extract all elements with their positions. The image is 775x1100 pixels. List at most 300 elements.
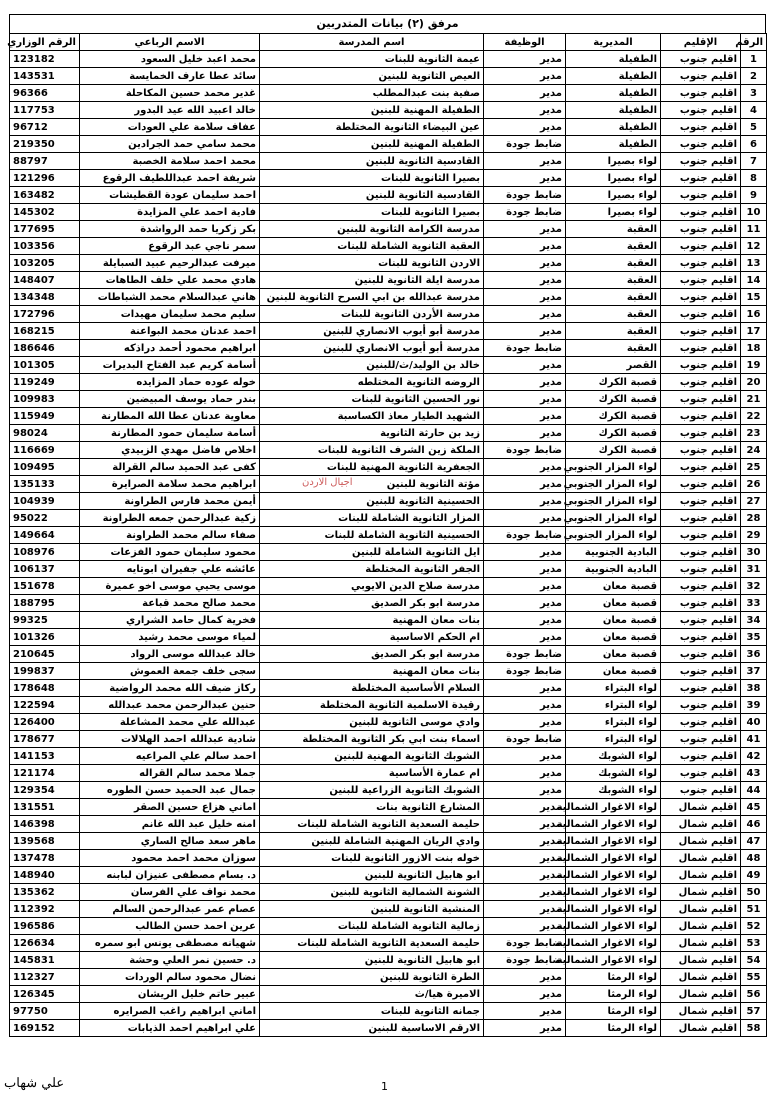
cell-ministry-no: 98024 (10, 425, 80, 442)
cell-directorate: لواء الاغوار الشمالية (566, 918, 661, 935)
cell-seq: 30 (741, 544, 767, 561)
cell-seq: 33 (741, 595, 767, 612)
cell-region: اقليم شمال (661, 867, 741, 884)
cell-region: اقليم جنوب (661, 136, 741, 153)
cell-school: مدرسة عبدالله بن ابي السرح الثانوية للبنين (260, 289, 484, 306)
cell-ministry-no: 97750 (10, 1003, 80, 1020)
cell-school: مدرسة الكرامة الثانوية للبنين (260, 221, 484, 238)
cell-seq: 37 (741, 663, 767, 680)
cell-seq: 58 (741, 1020, 767, 1037)
table-row (10, 459, 767, 476)
cell-job: مدير (484, 238, 566, 255)
table-row (10, 1020, 767, 1037)
cell-directorate: لواء المزار الجنوبي (566, 527, 661, 544)
table-row (10, 697, 767, 714)
cell-name: د. بسام مصطفى عنيزان لبابنه (80, 867, 260, 884)
cell-name: بندر حماد يوسف المبيضين (80, 391, 260, 408)
cell-region: اقليم جنوب (661, 119, 741, 136)
cell-directorate: قصبة الكرك (566, 442, 661, 459)
cell-seq: 38 (741, 680, 767, 697)
cell-name: حنين عبدالرحمن محمد عبدالله (80, 697, 260, 714)
cell-seq: 45 (741, 799, 767, 816)
cell-seq: 27 (741, 493, 767, 510)
page-number: 1 (381, 1080, 388, 1093)
cell-directorate: العقبة (566, 306, 661, 323)
cell-job: مدير (484, 153, 566, 170)
cell-name: اماني هزاع حسين الصقر (80, 799, 260, 816)
cell-region: اقليم جنوب (661, 391, 741, 408)
cell-seq: 21 (741, 391, 767, 408)
cell-school: بنات معان المهنية (260, 663, 484, 680)
cell-directorate: لواء الرمثا (566, 1020, 661, 1037)
cell-school: مدرسة ايلة الثانوية للبنين (260, 272, 484, 289)
cell-ministry-no: 103356 (10, 238, 80, 255)
cell-directorate: قصبة معان (566, 663, 661, 680)
cell-region: اقليم جنوب (661, 357, 741, 374)
cell-directorate: لواء الاغوار الشمالية (566, 884, 661, 901)
cell-region: اقليم جنوب (661, 714, 741, 731)
cell-job: مدير (484, 629, 566, 646)
table-row (10, 323, 767, 340)
cell-directorate: لواء الاغوار الشمالية (566, 935, 661, 952)
cell-ministry-no: 116669 (10, 442, 80, 459)
cell-job: مدير (484, 272, 566, 289)
cell-job: مدير (484, 425, 566, 442)
cell-ministry-no: 178648 (10, 680, 80, 697)
cell-region: اقليم جنوب (661, 153, 741, 170)
cell-directorate: لواء المزار الجنوبي (566, 476, 661, 493)
cell-region: اقليم شمال (661, 833, 741, 850)
cell-ministry-no: 169152 (10, 1020, 80, 1037)
cell-name: خالد عبدالله موسى الرواد (80, 646, 260, 663)
cell-job: مدير (484, 391, 566, 408)
cell-region: اقليم شمال (661, 952, 741, 969)
cell-seq: 49 (741, 867, 767, 884)
cell-name: محمد احمد سلامة الخصبة (80, 153, 260, 170)
table-row (10, 102, 767, 119)
cell-seq: 8 (741, 170, 767, 187)
cell-region: اقليم شمال (661, 901, 741, 918)
cell-school: ابو هابيل الثانوية للبنين (260, 867, 484, 884)
cell-seq: 26 (741, 476, 767, 493)
cell-region: اقليم شمال (661, 799, 741, 816)
cell-directorate: لواء الرمثا (566, 969, 661, 986)
cell-name: سمر ناجي عبد الرقوع (80, 238, 260, 255)
cell-name: عبدالله علي محمد المشاعلة (80, 714, 260, 731)
cell-seq: 1 (741, 51, 767, 68)
cell-name: محمد نواف علي الفرسان (80, 884, 260, 901)
table-row (10, 986, 767, 1003)
cell-school: حليمة السعدية الثانوية الشاملة للبنات (260, 816, 484, 833)
cell-directorate: قصبة الكرك (566, 391, 661, 408)
cell-school: مؤتة الثانوية للبنين (260, 476, 484, 493)
cell-seq: 14 (741, 272, 767, 289)
cell-region: اقليم جنوب (661, 629, 741, 646)
cell-school: حليمة السعدية الثانوية الشاملة للبنات (260, 935, 484, 952)
cell-job: مدير (484, 459, 566, 476)
header-region: الإقليم (661, 34, 741, 51)
cell-school: نور الحسين الثانوية للبنات (260, 391, 484, 408)
cell-region: اقليم جنوب (661, 748, 741, 765)
table-row (10, 646, 767, 663)
cell-seq: 53 (741, 935, 767, 952)
cell-directorate: لواء المزار الجنوبي (566, 459, 661, 476)
cell-school: وادي الريان المهنية الشاملة للبنين (260, 833, 484, 850)
cell-name: علي ابراهيم احمد الذيابات (80, 1020, 260, 1037)
cell-job: مدير (484, 51, 566, 68)
cell-name: ابراهيم محمد سلامة الصرايرة (80, 476, 260, 493)
header-name: الاسم الرباعي (80, 34, 260, 51)
cell-job: مدير (484, 102, 566, 119)
cell-directorate: العقبة (566, 289, 661, 306)
cell-name: اخلاص فاضل مهدي الزبيدي (80, 442, 260, 459)
cell-directorate: الطفيلة (566, 51, 661, 68)
cell-directorate: لواء الاغوار الشمالية (566, 799, 661, 816)
cell-job: مدير (484, 255, 566, 272)
table-row (10, 935, 767, 952)
table-row (10, 136, 767, 153)
cell-region: اقليم شمال (661, 918, 741, 935)
header-school: اسم المدرسة (260, 34, 484, 51)
cell-seq: 5 (741, 119, 767, 136)
cell-region: اقليم جنوب (661, 697, 741, 714)
cell-directorate: الطفيلة (566, 119, 661, 136)
cell-job: مدير (484, 697, 566, 714)
cell-job: مدير (484, 510, 566, 527)
table-row (10, 340, 767, 357)
cell-school: الحسينية الثانوية للبنين (260, 493, 484, 510)
cell-name: عفاف سلامة علي العودات (80, 119, 260, 136)
cell-job: ضابط جودة (484, 935, 566, 952)
cell-name: احمد سليمان عودة القطيشات (80, 187, 260, 204)
cell-seq: 18 (741, 340, 767, 357)
cell-name: محمد اعبد خليل السعود (80, 51, 260, 68)
cell-seq: 50 (741, 884, 767, 901)
cell-name: امنه خليل عبد الله غانم (80, 816, 260, 833)
cell-ministry-no: 109495 (10, 459, 80, 476)
cell-name: هاني عبدالسلام محمد الشباطات (80, 289, 260, 306)
cell-name: عبير حاتم خليل الريشان (80, 986, 260, 1003)
cell-ministry-no: 119249 (10, 374, 80, 391)
cell-region: اقليم جنوب (661, 85, 741, 102)
cell-job: مدير (484, 578, 566, 595)
table-row (10, 884, 767, 901)
table-row (10, 442, 767, 459)
cell-directorate: العقبة (566, 255, 661, 272)
table-row (10, 561, 767, 578)
cell-job: مدير (484, 306, 566, 323)
cell-ministry-no: 178677 (10, 731, 80, 748)
cell-seq: 6 (741, 136, 767, 153)
cell-ministry-no: 141153 (10, 748, 80, 765)
trainees-sheet (9, 14, 766, 1037)
cell-directorate: لواء المزار الجنوبي (566, 510, 661, 527)
table-row (10, 408, 767, 425)
cell-job: مدير (484, 374, 566, 391)
cell-job: مدير (484, 323, 566, 340)
cell-region: اقليم جنوب (661, 476, 741, 493)
cell-job: ضابط جودة (484, 527, 566, 544)
cell-ministry-no: 131551 (10, 799, 80, 816)
cell-region: اقليم جنوب (661, 442, 741, 459)
cell-region: اقليم شمال (661, 935, 741, 952)
cell-ministry-no: 172796 (10, 306, 80, 323)
cell-job: مدير (484, 1003, 566, 1020)
cell-seq: 3 (741, 85, 767, 102)
cell-ministry-no: 104939 (10, 493, 80, 510)
cell-seq: 36 (741, 646, 767, 663)
cell-job: مدير (484, 748, 566, 765)
cell-seq: 44 (741, 782, 767, 799)
cell-school: المشارع الثانوية بنات (260, 799, 484, 816)
cell-job: مدير (484, 969, 566, 986)
cell-school: القادسية الثانوية للبنين (260, 187, 484, 204)
cell-seq: 7 (741, 153, 767, 170)
cell-job: مدير (484, 476, 566, 493)
cell-job: مدير (484, 901, 566, 918)
cell-directorate: لواء البتراء (566, 714, 661, 731)
cell-school: بصيرا الثانوية للبنات (260, 170, 484, 187)
cell-school: الجفر الثانوية المختلطة (260, 561, 484, 578)
cell-ministry-no: 149664 (10, 527, 80, 544)
cell-job: ضابط جودة (484, 340, 566, 357)
cell-name: محمد سامي حمد الجرادين (80, 136, 260, 153)
cell-directorate: قصبة الكرك (566, 425, 661, 442)
cell-name: أسامة سليمان حمود المطارنة (80, 425, 260, 442)
cell-seq: 32 (741, 578, 767, 595)
cell-directorate: لواء الرمثا (566, 986, 661, 1003)
table-row (10, 544, 767, 561)
cell-seq: 57 (741, 1003, 767, 1020)
table-row (10, 816, 767, 833)
cell-directorate: الطفيلة (566, 68, 661, 85)
cell-directorate: لواء الرمثا (566, 1003, 661, 1020)
stamp-mark: اجيال الاردن (302, 477, 353, 488)
cell-job: ضابط جودة (484, 646, 566, 663)
cell-job: مدير (484, 986, 566, 1003)
cell-name: احمد سالم علي المراعيه (80, 748, 260, 765)
cell-region: اقليم جنوب (661, 425, 741, 442)
cell-seq: 31 (741, 561, 767, 578)
cell-ministry-no: 99325 (10, 612, 80, 629)
cell-name: ابراهيم محمود أحمد دراذكه (80, 340, 260, 357)
cell-directorate: لواء المزار الجنوبي (566, 493, 661, 510)
cell-name: صفاء سالم محمد الطراونة (80, 527, 260, 544)
cell-directorate: البادية الجنوبية (566, 561, 661, 578)
cell-directorate: لواء البتراء (566, 697, 661, 714)
cell-school: خالد بن الوليد/ث/للبنين (260, 357, 484, 374)
cell-seq: 51 (741, 901, 767, 918)
table-row (10, 204, 767, 221)
cell-school: الشهيد الطيار معاذ الكساسبة (260, 408, 484, 425)
signature: علي شهاب (4, 1076, 65, 1091)
cell-ministry-no: 126345 (10, 986, 80, 1003)
cell-seq: 56 (741, 986, 767, 1003)
cell-directorate: قصبة معان (566, 646, 661, 663)
cell-job: مدير (484, 714, 566, 731)
table-row (10, 425, 767, 442)
cell-job: مدير (484, 357, 566, 374)
table-row (10, 1003, 767, 1020)
cell-job: مدير (484, 765, 566, 782)
cell-name: بكر زكريا حمد الرواشدة (80, 221, 260, 238)
table-row (10, 578, 767, 595)
cell-region: اقليم جنوب (661, 255, 741, 272)
table-row (10, 765, 767, 782)
cell-job: مدير (484, 595, 566, 612)
cell-job: مدير (484, 544, 566, 561)
cell-name: معاوية عدنان عطا الله المطارنة (80, 408, 260, 425)
cell-directorate: لواء الاغوار الشمالية (566, 901, 661, 918)
cell-school: اسماء بنت ابي بكر الثانوية المختلطة (260, 731, 484, 748)
cell-region: اقليم جنوب (661, 68, 741, 85)
cell-directorate: لواء الاغوار الشمالية (566, 867, 661, 884)
cell-region: اقليم جنوب (661, 272, 741, 289)
cell-ministry-no: 219350 (10, 136, 80, 153)
table-row (10, 221, 767, 238)
cell-name: ميرفت عبدالرحيم عبيد السبايلة (80, 255, 260, 272)
cell-ministry-no: 135133 (10, 476, 80, 493)
cell-job: ضابط جودة (484, 136, 566, 153)
cell-directorate: الطفيلة (566, 136, 661, 153)
cell-name: نضال محمود سالم الوردات (80, 969, 260, 986)
cell-school: القادسية الثانوية للبنين (260, 153, 484, 170)
table-row (10, 680, 767, 697)
cell-region: اقليم جنوب (661, 663, 741, 680)
cell-ministry-no: 121174 (10, 765, 80, 782)
cell-name: كفى عبد الحميد سالم القرالة (80, 459, 260, 476)
cell-seq: 9 (741, 187, 767, 204)
cell-school: الملكة زين الشرف الثانوية للبنات (260, 442, 484, 459)
cell-ministry-no: 137478 (10, 850, 80, 867)
cell-ministry-no: 88797 (10, 153, 80, 170)
cell-job: مدير (484, 680, 566, 697)
table-row (10, 289, 767, 306)
cell-name: لمياء موسى محمد رشيد (80, 629, 260, 646)
table-row (10, 969, 767, 986)
cell-directorate: قصبة الكرك (566, 374, 661, 391)
cell-school: عين البيضاء الثانوية المختلطة (260, 119, 484, 136)
cell-job: مدير (484, 612, 566, 629)
cell-ministry-no: 143531 (10, 68, 80, 85)
cell-school: الروضه الثانوية المختلطه (260, 374, 484, 391)
cell-seq: 46 (741, 816, 767, 833)
cell-school: العيص الثانوية للبنين (260, 68, 484, 85)
cell-directorate: لواء الاغوار الشمالية (566, 850, 661, 867)
cell-directorate: قصبة معان (566, 595, 661, 612)
cell-ministry-no: 199837 (10, 663, 80, 680)
cell-job: مدير (484, 119, 566, 136)
table-row (10, 187, 767, 204)
cell-ministry-no: 135362 (10, 884, 80, 901)
table-row (10, 68, 767, 85)
cell-seq: 16 (741, 306, 767, 323)
cell-directorate: العقبة (566, 272, 661, 289)
cell-ministry-no: 145831 (10, 952, 80, 969)
cell-region: اقليم جنوب (661, 459, 741, 476)
cell-name: شريفة احمد عبداللطيف الرقوع (80, 170, 260, 187)
cell-region: اقليم شمال (661, 884, 741, 901)
cell-job: مدير (484, 799, 566, 816)
header-job: الوظيفة (484, 34, 566, 51)
cell-directorate: العقبة (566, 238, 661, 255)
cell-school: مدرسة ابو بكر الصديق (260, 646, 484, 663)
cell-name: سائد عطا عارف الخمايسة (80, 68, 260, 85)
cell-region: اقليم جنوب (661, 187, 741, 204)
cell-region: اقليم جنوب (661, 510, 741, 527)
cell-region: اقليم شمال (661, 816, 741, 833)
cell-directorate: قصبة معان (566, 612, 661, 629)
cell-ministry-no: 186646 (10, 340, 80, 357)
cell-name: موسى يحيي موسى اخو عميرة (80, 578, 260, 595)
cell-ministry-no: 108976 (10, 544, 80, 561)
table-row (10, 714, 767, 731)
cell-school: الشوبك الثانوية الزراعية للبنين (260, 782, 484, 799)
cell-job: ضابط جودة (484, 187, 566, 204)
cell-name: احمد عدنان محمد البواعنة (80, 323, 260, 340)
cell-ministry-no: 148940 (10, 867, 80, 884)
cell-region: اقليم جنوب (661, 102, 741, 119)
table-row (10, 306, 767, 323)
cell-seq: 23 (741, 425, 767, 442)
cell-region: اقليم جنوب (661, 646, 741, 663)
cell-ministry-no: 112392 (10, 901, 80, 918)
cell-name: شهيانه مصطفى يونس ابو سمره (80, 935, 260, 952)
cell-name: ركاز ضيف الله محمد الرواضية (80, 680, 260, 697)
table-row (10, 731, 767, 748)
cell-ministry-no: 148407 (10, 272, 80, 289)
cell-region: اقليم جنوب (661, 527, 741, 544)
cell-name: أسامة كريم عبد الفتاح البديرات (80, 357, 260, 374)
cell-name: سجى خلف جمعة العموش (80, 663, 260, 680)
cell-name: هادي محمد علي خلف الطاهات (80, 272, 260, 289)
cell-seq: 28 (741, 510, 767, 527)
cell-region: اقليم جنوب (661, 374, 741, 391)
cell-ministry-no: 101326 (10, 629, 80, 646)
cell-seq: 42 (741, 748, 767, 765)
cell-seq: 24 (741, 442, 767, 459)
cell-directorate: لواء بصيرا (566, 153, 661, 170)
cell-job: مدير (484, 816, 566, 833)
cell-seq: 12 (741, 238, 767, 255)
cell-seq: 35 (741, 629, 767, 646)
cell-region: اقليم شمال (661, 1003, 741, 1020)
cell-ministry-no: 112327 (10, 969, 80, 986)
cell-school: الاردن الثانوية للبنات (260, 255, 484, 272)
cell-job: ضابط جودة (484, 663, 566, 680)
cell-job: ضابط جودة (484, 952, 566, 969)
cell-seq: 20 (741, 374, 767, 391)
cell-name: عرين احمد حسن الطالب (80, 918, 260, 935)
cell-ministry-no: 196586 (10, 918, 80, 935)
cell-name: د. حسين نمر العلي وحشة (80, 952, 260, 969)
cell-region: اقليم جنوب (661, 323, 741, 340)
cell-name: محمود سليمان حمود الفزعات (80, 544, 260, 561)
cell-seq: 47 (741, 833, 767, 850)
cell-job: مدير (484, 289, 566, 306)
cell-name: جمال عبد الحميد حسن الطوره (80, 782, 260, 799)
cell-region: اقليم شمال (661, 850, 741, 867)
cell-directorate: لواء الاغوار الشمالية (566, 833, 661, 850)
table-row (10, 238, 767, 255)
cell-seq: 55 (741, 969, 767, 986)
cell-directorate: الطفيلة (566, 102, 661, 119)
cell-ministry-no: 163482 (10, 187, 80, 204)
cell-name: اماني ابراهيم راغب الصرايره (80, 1003, 260, 1020)
cell-seq: 43 (741, 765, 767, 782)
cell-seq: 39 (741, 697, 767, 714)
cell-school: ام الحكم الاساسية (260, 629, 484, 646)
